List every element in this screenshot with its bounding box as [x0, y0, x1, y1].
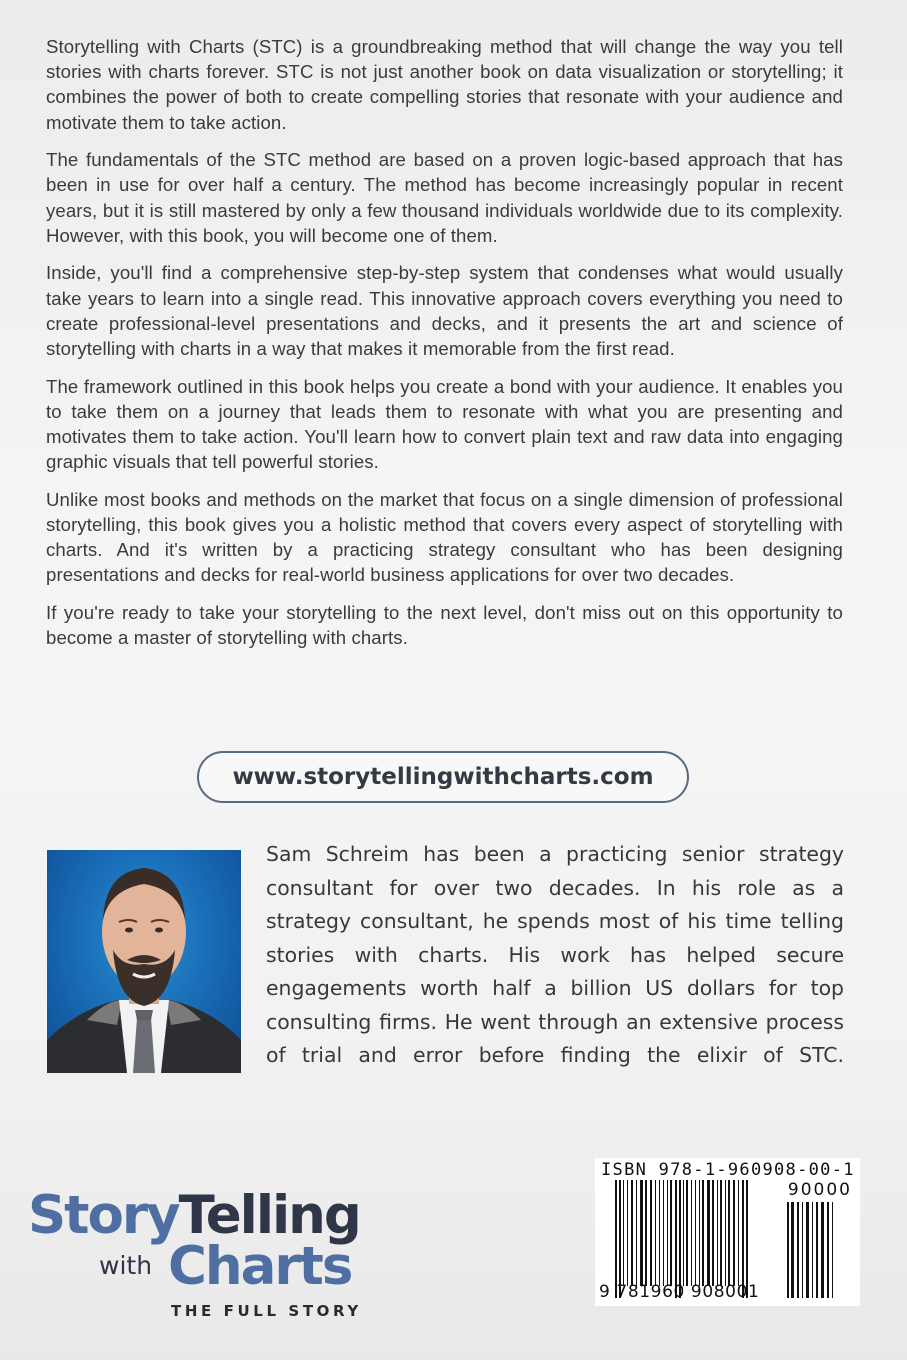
- barcode-bar: [733, 1180, 735, 1286]
- barcode-addon-bar: [802, 1202, 803, 1298]
- barcode-bar: [667, 1180, 668, 1286]
- barcode-bar: [686, 1180, 688, 1286]
- barcode-bar: [683, 1180, 684, 1286]
- logo-word-charts: Charts: [168, 1236, 352, 1297]
- barcode-addon-bar: [812, 1202, 813, 1298]
- barcode-bar: [655, 1180, 656, 1286]
- barcode-addon-bar: [821, 1202, 824, 1298]
- barcode-addon-bar: [827, 1202, 829, 1298]
- blurb-paragraph: The framework outlined in this book helps you create a bond with your audience. It enables you to take them on a journey that leads them to resonate with what you are presenting and motivates them to take action. You'll learn how to convert plain text and raw data into engaging graphic visuals that tell powerful stories.: [46, 375, 843, 473]
- logo-tagline: THE FULL STORY: [171, 1302, 362, 1320]
- barcode-bar: [636, 1180, 637, 1286]
- blurb-paragraph: The fundamentals of the STC method are based on a proven logic-based approach that has been in use for over half a century. The method has become increasingly popular in recent years, but it is still mastered by only a few thousand individuals worldwide due to its complexity. However, with this book, you will become one of them.: [46, 149, 843, 246]
- barcode-bar: [712, 1180, 714, 1286]
- barcode-bar: [720, 1180, 722, 1286]
- book-logo: [28, 1186, 388, 1326]
- barcode-bar: [623, 1180, 624, 1286]
- author-photo: [47, 850, 241, 1073]
- barcode-bar: [627, 1180, 628, 1286]
- barcode-guard-bar: [615, 1180, 617, 1298]
- ean-number: 9 781960 908001: [599, 1282, 760, 1302]
- blurb-paragraph: Inside, you'll find a comprehensive step-by-step system that condenses what would usually take years to learn into a single read. This innovative approach covers everything you need to create professional-level presentations and decks, and it presents the art and science of storytelling with charts in a way that makes it memorable from the first read.: [46, 262, 843, 360]
- logo-word-with: with: [99, 1251, 153, 1280]
- barcode-bar: [670, 1180, 672, 1286]
- barcode-addon-bar: [806, 1202, 809, 1298]
- website-url-badge: [197, 751, 689, 803]
- barcode-guard-bar: [619, 1180, 621, 1298]
- blurb-paragraph: Storytelling with Charts (STC) is a groundbreaking method that will change the way you tell stories with charts forever. STC is not just another book on data visualization or storytelling; it combines the power of both to create compelling stories that resonate with your audience and motivate them to take action.: [46, 36, 843, 133]
- back-cover-blurb: [46, 34, 843, 663]
- barcode-guard-bar: [742, 1180, 744, 1298]
- barcode-guard-bar: [679, 1180, 681, 1298]
- barcode-guard-bar: [746, 1180, 748, 1298]
- barcode-bar: [738, 1180, 739, 1286]
- barcode-bar: [691, 1180, 692, 1286]
- barcode-bar: [717, 1180, 718, 1286]
- isbn-barcode: [595, 1158, 860, 1306]
- barcode-bar: [728, 1180, 730, 1286]
- barcode-addon-bar: [791, 1202, 794, 1298]
- barcode-addon-bar: [797, 1202, 799, 1298]
- barcode-guard-bar: [675, 1180, 677, 1298]
- barcode-bar: [695, 1180, 696, 1286]
- barcode-bar: [699, 1180, 700, 1286]
- logo-word-story: Story: [28, 1185, 179, 1246]
- barcode-bar: [650, 1180, 652, 1286]
- blurb-paragraph: If you're ready to take your storytelling to the next level, don't miss out on this opportunity to become a master of storytelling with charts.: [46, 602, 843, 649]
- barcode-addon-bar: [787, 1202, 789, 1298]
- author-bio: Sam Schreim has been a practicing senior strategy consultant for over two decades. In his role as a strategy consultant, he spends most of his time telling stories with charts. His work has helped secure engagements worth half a billion US dollars for top consulting firms. He went through an extensive process of trial and error before finding the elixir of STC.: [266, 842, 844, 1067]
- barcode-bar: [663, 1180, 664, 1286]
- isbn-label: ISBN 978-1-960908-00-1: [601, 1160, 855, 1180]
- price-addon-code: 90000: [787, 1180, 852, 1200]
- barcode-addon-bar: [816, 1202, 818, 1298]
- website-url: www.storytellingwithcharts.com: [232, 764, 654, 790]
- barcode-bar: [659, 1180, 660, 1286]
- blurb-paragraph: Unlike most books and methods on the market that focus on a single dimension of professional storytelling, this book gives you a holistic method that covers every aspect of storytelling with charts. And it's written by a practicing strategy consultant who has been designing presentations and decks for real-world business applications for over two decades.: [46, 488, 843, 586]
- barcode-bar: [725, 1180, 726, 1286]
- barcode-bar: [702, 1180, 704, 1286]
- barcode-bar: [707, 1180, 710, 1286]
- author-portrait-illustration: [47, 850, 241, 1073]
- barcode-bar: [645, 1180, 647, 1286]
- barcode-addon-bar: [832, 1202, 833, 1298]
- barcode-bar: [640, 1180, 643, 1286]
- logo-word-telling: Telling: [178, 1185, 360, 1246]
- barcode-bar: [631, 1180, 633, 1286]
